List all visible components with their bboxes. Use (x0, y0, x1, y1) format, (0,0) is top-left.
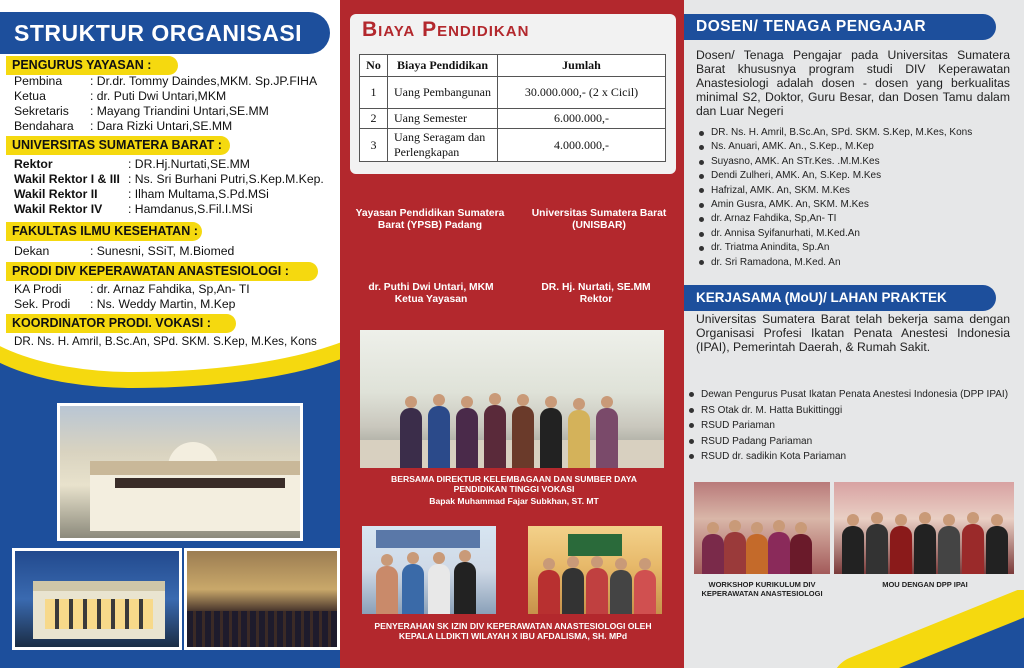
workshop-caption: WORKSHOP KURIKULUM DIV KEPERAWATAN ANASTESIOLOGI (701, 580, 823, 598)
row-label: Wakil Rektor I & III (14, 172, 120, 186)
row-value: : Hamdanus,S.Fil.I.MSi (128, 202, 253, 216)
cell-item: Uang Pembangunan (388, 77, 498, 109)
sk-ceremony-photo (528, 526, 662, 614)
person (454, 562, 476, 614)
row-label: Ketua (14, 89, 46, 103)
list-item: DR. Ns. H. Amril, B.Sc.An, SPd. SKM. S.Kep, M.Kes, Kons (697, 126, 972, 140)
list-item: Hafrizal, AMK. An, SKM. M.Kes (697, 184, 972, 198)
prodi-header: PRODI DIV KEPERAWATAN ANASTESIOLOGI : (6, 262, 318, 281)
row-label: Rektor (14, 157, 53, 171)
person (634, 570, 656, 614)
mou-caption: MOU DENGAN DPP IPAI (882, 580, 968, 589)
person (538, 570, 560, 614)
list-item: RSUD dr. sadikin Kota Pariaman (687, 449, 1008, 465)
dosen-intro: Dosen/ Tenaga Pengajar pada Universitas Sumatera Barat khususnya program studi DIV Keperawatan Anastesiologi adalah dosen - dosen yang berkualitas minimal S2, Doktor, Guru Besar, dan Dosen Tamu dalam dan Luar Negeri (696, 48, 1010, 118)
row-label: Sekretaris (14, 104, 69, 118)
person (456, 408, 478, 468)
person (512, 406, 534, 468)
cell-amount: 30.000.000,- (2 x Cicil) (498, 77, 666, 109)
row-label: Pembina (14, 74, 63, 88)
mou-photo (834, 482, 1014, 574)
person (702, 534, 724, 574)
person (746, 534, 768, 574)
universitas-row (14, 187, 269, 202)
list-item: Dewan Pengurus Pusat Ikatan Penata Anestesi Indonesia (DPP IPAI) (687, 387, 1008, 403)
table-row (360, 129, 666, 162)
person (938, 526, 960, 574)
fakultas-header: FAKULTAS ILMU KESEHATAN : (6, 222, 202, 241)
person (866, 524, 888, 574)
person (484, 405, 506, 468)
fee-title: Biaya Pendidikan (362, 18, 530, 41)
list-item: Amin Gusra, AMK. An, SKM. M.Kes (697, 198, 972, 212)
caption-ketua-yayasan: dr. Puthi Dwi Untari, MKM Ketua Yayasan (368, 282, 494, 305)
person (724, 532, 746, 574)
row-label: Dekan (14, 244, 50, 258)
graduation-hall-photo (184, 548, 340, 650)
meeting-group-photo (360, 330, 664, 468)
cell-item: Uang Seragam dan Perlengkapan (388, 129, 498, 162)
building-facade (90, 461, 300, 531)
fakultas-row (14, 244, 235, 259)
cell-amount: 4.000.000,- (498, 129, 666, 162)
cell-no: 1 (360, 77, 388, 109)
person (540, 408, 562, 468)
yayasan-header: PENGURUS YAYASAN : (6, 56, 178, 75)
list-item: RSUD Padang Pariaman (687, 434, 1008, 450)
person (790, 534, 812, 574)
kerjasama-list (687, 387, 1008, 465)
row-value: : dr. Puti Dwi Untari,MKM (90, 89, 227, 103)
person (610, 570, 632, 614)
row-label: Bendahara (14, 119, 74, 133)
dosen-list (697, 126, 972, 270)
kerjasama-title: KERJASAMA (MoU)/ LAHAN PRAKTEK (684, 285, 996, 311)
photo2-caption: PENYERAHAN SK IZIN DIV KEPERAWATAN ANASTESIOLOGI OLEH KEPALA LLDIKTI WILAYAH X IBU AFDALISMA, SH. MPd (374, 621, 652, 641)
row-value: : Ilham Multama,S.Pd.MSi (128, 187, 269, 201)
row-value: : DR.Hj.Nurtati,SE.MM (128, 157, 250, 171)
cell-no: 2 (360, 109, 388, 129)
list-item: dr. Annisa Syifanurhati, M.Ked.An (697, 227, 972, 241)
row-value: : Ns. Sri Burhani Putri,S.Kep.M.Kep. (128, 172, 324, 186)
sk-handover-photo (362, 526, 496, 614)
universitas-header: UNIVERSITAS SUMATERA BARAT : (6, 136, 230, 155)
cell-amount: 6.000.000,- (498, 109, 666, 129)
yayasan-row (14, 119, 233, 134)
row-value: : dr. Arnaz Fahdika, Sp,An- TI (90, 282, 250, 296)
list-item: RS Otak dr. M. Hatta Bukittinggi (687, 403, 1008, 419)
row-value: : Dara Rizki Untari,SE.MM (90, 119, 233, 133)
workshop-photo (694, 482, 830, 574)
photo1-caption: BERSAMA DIREKTUR KELEMBAGAAN DAN SUMBER DAYA PENDIDIKAN TINGGI VOKASI (391, 474, 637, 494)
campus-night-photo (12, 548, 182, 650)
cell-no: 3 (360, 129, 388, 162)
table-row (360, 77, 666, 109)
list-item: dr. Triatma Anindita, Sp.An (697, 241, 972, 255)
list-item: Ns. Anuari, AMK. An., S.Kep., M.Kep (697, 140, 972, 154)
cell-item: Uang Semester (388, 109, 498, 129)
person (914, 524, 936, 574)
person (400, 408, 422, 468)
list-item: dr. Sri Ramadona, M.Ked. An (697, 256, 972, 270)
col-no: No (360, 55, 388, 77)
caption-rektor: DR. Hj. Nurtati, SE.MM Rektor (541, 282, 651, 305)
koordinator-value: DR. Ns. H. Amril, B.Sc.An, SPd. SKM. S.Kep, M.Kes, Kons (14, 335, 317, 348)
building-sign (115, 478, 285, 488)
person (842, 526, 864, 574)
person (568, 410, 590, 468)
person (428, 564, 450, 614)
person (428, 406, 450, 468)
page-title: STRUKTUR ORGANISASI (0, 12, 330, 54)
prodi-row (14, 282, 250, 297)
stage-banner (568, 534, 622, 556)
koordinator-header: KOORDINATOR PRODI. VOKASI : (6, 314, 236, 333)
person (376, 566, 398, 614)
person (586, 568, 608, 614)
row-value: : Ns. Weddy Martin, M.Kep (90, 297, 236, 311)
row-label: Sek. Prodi (14, 297, 71, 311)
row-label: Wakil Rektor II (14, 187, 98, 201)
list-item: Suyasno, AMK. An STr.Kes. .M.M.Kes (697, 155, 972, 169)
list-item: Dendi Zulheri, AMK. An, S.Kep. M.Kes (697, 169, 972, 183)
list-item: dr. Arnaz Fahdika, Sp,An- TI (697, 212, 972, 226)
fee-table (359, 54, 666, 162)
prodi-row (14, 297, 236, 312)
campus-building-photo (57, 403, 303, 541)
row-value: : Sunesni, SSiT, M.Biomed (90, 244, 235, 258)
col-amount: Jumlah (498, 55, 666, 77)
person (890, 526, 912, 574)
person (562, 568, 584, 614)
person (986, 526, 1008, 574)
person (768, 532, 790, 574)
corner-decoration (684, 590, 1024, 668)
row-label: KA Prodi (14, 282, 62, 296)
row-label: Wakil Rektor IV (14, 202, 103, 216)
person (962, 524, 984, 574)
logo-caption-ypsb: Yayasan Pendidikan Sumatera Barat (YPSB) Padang (355, 208, 505, 231)
left-panel (0, 0, 340, 668)
person (402, 564, 424, 614)
col-item: Biaya Pendidikan (388, 55, 498, 77)
logo-caption-unisbar: Universitas Sumatera Barat (UNISBAR) (531, 208, 667, 231)
event-banner (376, 530, 480, 548)
graduates-crowd (187, 611, 340, 650)
yayasan-row (14, 74, 318, 89)
universitas-row (14, 172, 324, 187)
fee-table-header (360, 55, 666, 77)
yayasan-row (14, 89, 227, 104)
row-value: : Dr.dr. Tommy Daindes,MKM. Sp.JP.FIHA (90, 74, 318, 88)
list-item: RSUD Pariaman (687, 418, 1008, 434)
universitas-row (14, 202, 253, 217)
kerjasama-intro: Universitas Sumatera Barat telah bekerja sama dengan Organisasi Profesi Ikatan Penata Anestesi Indonesia (IPAI), Pemerintah Daerah, & Rumah Sakit. (696, 312, 1010, 354)
table-row (360, 109, 666, 129)
dosen-title: DOSEN/ TENAGA PENGAJAR (684, 14, 996, 40)
night-windows (45, 599, 153, 629)
photo1-subcaption: Bapak Muhammad Fajar Subkhan, ST. MT (429, 496, 599, 506)
universitas-row (14, 157, 250, 172)
yayasan-row (14, 104, 269, 119)
row-value: : Mayang Triandini Untari,SE.MM (90, 104, 269, 118)
person (596, 408, 618, 468)
